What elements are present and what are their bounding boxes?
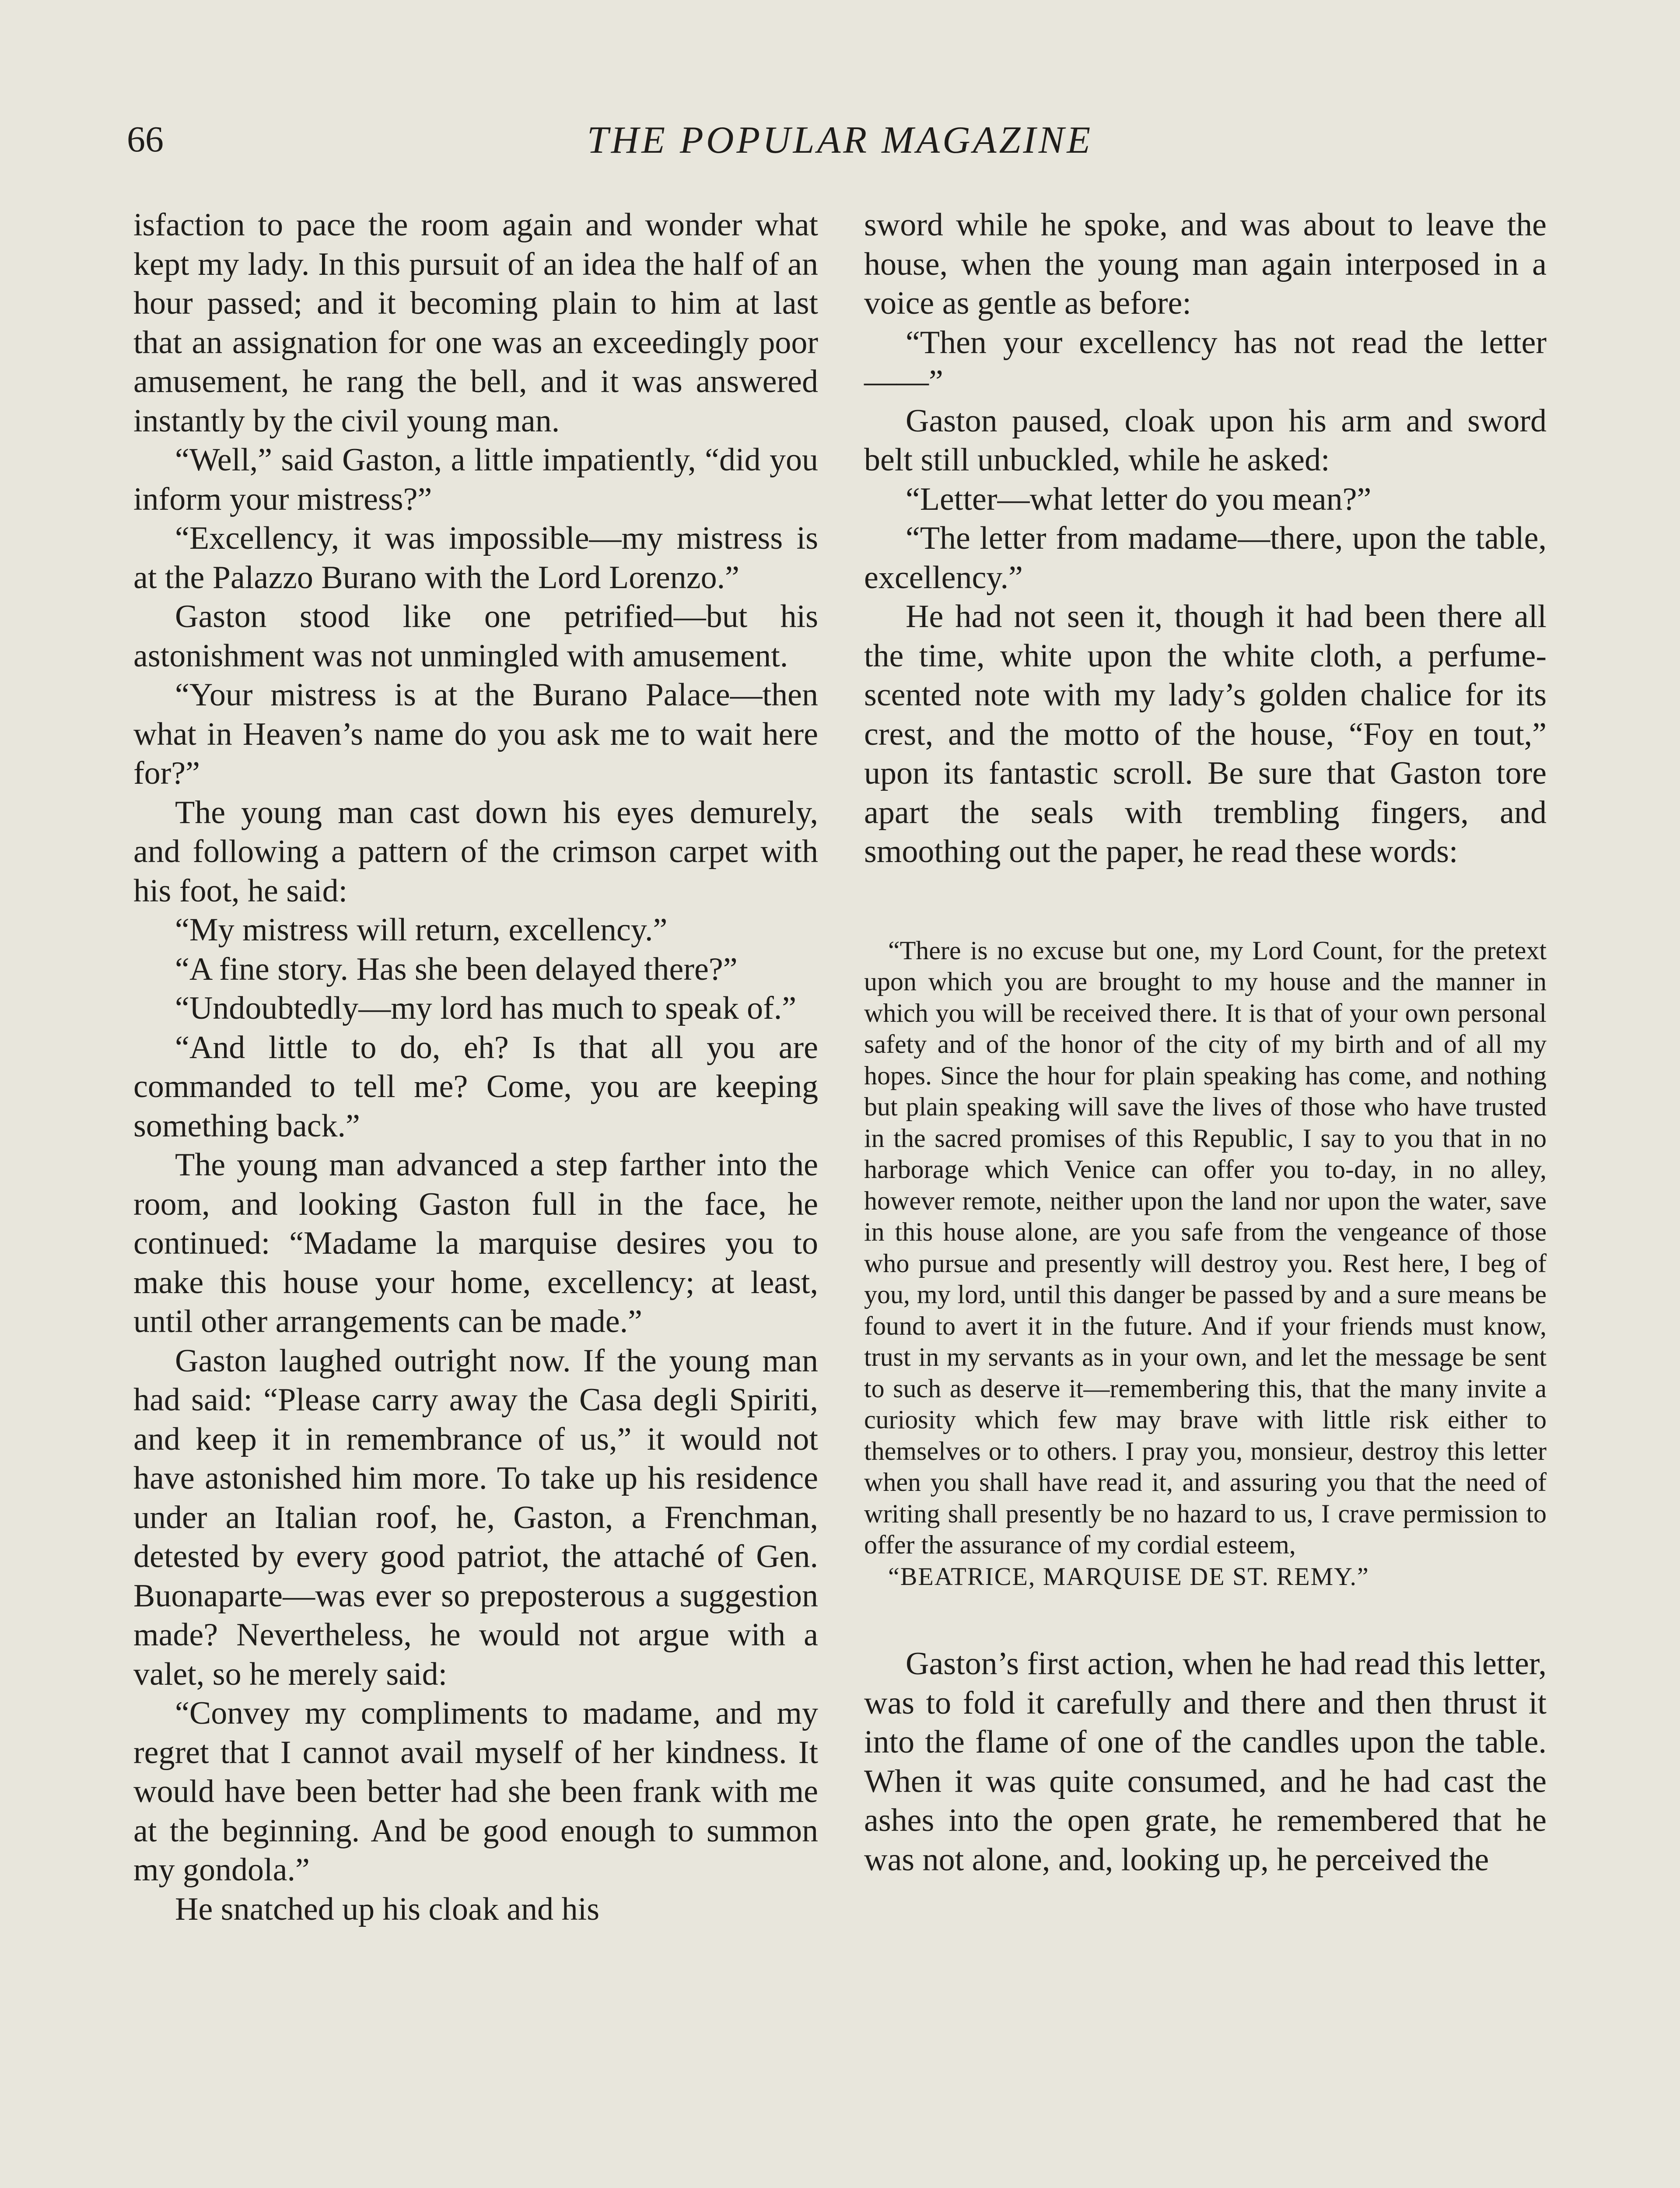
paragraph: “Excellency, it was impossible—my mistress is at the Palazzo Burano with the Lord Lorenzo.”	[133, 520, 818, 596]
magazine-title: THE POPULAR MAGAZINE	[587, 119, 1093, 161]
paragraph: He snatched up his cloak and his	[175, 1891, 599, 1927]
letter-body: “There is no excuse but one, my Lord Count, for the pretext upon which you are brought to my house and the manner in which you will be received there. It is that of your own personal safety and of the honor of the city of my birth and of all my hopes. Since the hour for plain speaking has come, and nothing but plain speaking will save the lives of those who have trusted in the sacred promises of this Republic, I say to you that in no harborage which Venice can offer you to-day, in no alley, however remote, neither upon the land nor upon the water, save in this house alone, are you safe from the vengeance of those who pursue and presently will destroy you. Rest here, I beg of you, my lord, until this danger be passed by and a sure means be found to avert it in the future. And if your friends must know, trust in my servants as in your own, and let the message be sent to such as deserve it—remembering this, that the many invite a curiosity which few may brave with little risk either to themselves or to others. I pray you, monsieur, destroy this letter when you shall have read it, and assuring you that the need of writing shall presently be no hazard to us, I crave permission to offer the assurance of my cordial esteem,	[864, 936, 1547, 1559]
paragraph: “A fine story. Has she been delayed there?”	[175, 951, 738, 987]
paragraph: “Your mistress is at the Burano Palace—then what in Heaven’s name do you ask me to wait here for?”	[133, 677, 818, 791]
letter-signature: “BEATRICE, MARQUISE DE ST. REMY.”	[888, 1562, 1369, 1591]
paragraph: “Convey my compliments to madame, and my regret that I cannot avail myself of her kindness. It would have been better had she been frank with me at the beginning. And be good enough to summon my gondola.”	[133, 1695, 818, 1888]
paragraph: “Then your excellency has not read the letter——”	[864, 324, 1547, 400]
right-column	[864, 206, 1547, 1879]
paragraph: Gaston stood like one petrified—but his astonishment was not unmingled with amusement.	[133, 599, 818, 674]
paragraph: “And little to do, eh? Is that all you are commanded to tell me? Come, you are keeping something back.”	[133, 1029, 818, 1144]
left-column	[133, 206, 818, 1929]
running-head	[127, 118, 1553, 179]
paragraph: Gaston paused, cloak upon his arm and sword belt still unbuckled, while he asked:	[864, 403, 1547, 478]
paragraph: The young man cast down his eyes demurely, and following a pattern of the crimson carpet with his foot, he said:	[133, 794, 818, 909]
paragraph: isfaction to pace the room again and wonder what kept my lady. In this pursuit of an idea the half of an hour passed; and it becoming plain to him at last that an assignation for one was an exceedingly poor amusement, he rang the bell, and it was answered instantly by the civil young man.	[133, 207, 818, 439]
paragraph: “Undoubtedly—my lord has much to speak of.”	[175, 990, 797, 1026]
paragraph: sword while he spoke, and was about to leave the house, when the young man again interposed in a voice as gentle as before:	[864, 207, 1547, 321]
paragraph: “The letter from madame—there, upon the table, excellency.”	[864, 520, 1547, 596]
paragraph: Gaston’s first action, when he had read this letter, was to fold it carefully and there and then thrust it into the flame of one of the candles upon the table. When it was quite consumed, and he had cast the ashes into the open grate, he remembered that he was not alone, and, looking up, he perceived the	[864, 1646, 1547, 1878]
paragraph: “Well,” said Gaston, a little impatiently, “did you inform your mistress?”	[133, 442, 818, 517]
paragraph: He had not seen it, though it had been there all the time, white upon the white cloth, a perfume-scented note with my lady’s golden chalice for its crest, and the motto of the house, “Foy en tout,” upon its fantastic scroll. Be sure that Gaston tore apart the seals with trembling fingers, and smoothing out the paper, he read these words:	[864, 599, 1547, 870]
paragraph: The young man advanced a step farther into the room, and looking Gaston full in the face, he continued: “Madame la marquise desires you to make this house your home, excellency; at least, until other arrangements can be made.”	[133, 1147, 818, 1339]
paragraph: “Letter—what letter do you mean?”	[906, 481, 1372, 517]
page-number: 66	[127, 119, 164, 160]
paragraph: Gaston laughed outright now. If the young man had said: “Please carry away the Casa degli Spiriti, and keep it in remembrance of us,” it would not have astonished him more. To take up his residence under an Italian roof, he, Gaston, a Frenchman, detested by every good patriot, the attaché of Gen. Buonaparte—was ever so preposterous a suggestion made? Nevertheless, he would not argue with a valet, so he merely said:	[133, 1343, 818, 1692]
quoted-letter	[864, 935, 1547, 1592]
paragraph: “My mistress will return, excellency.”	[175, 912, 668, 948]
